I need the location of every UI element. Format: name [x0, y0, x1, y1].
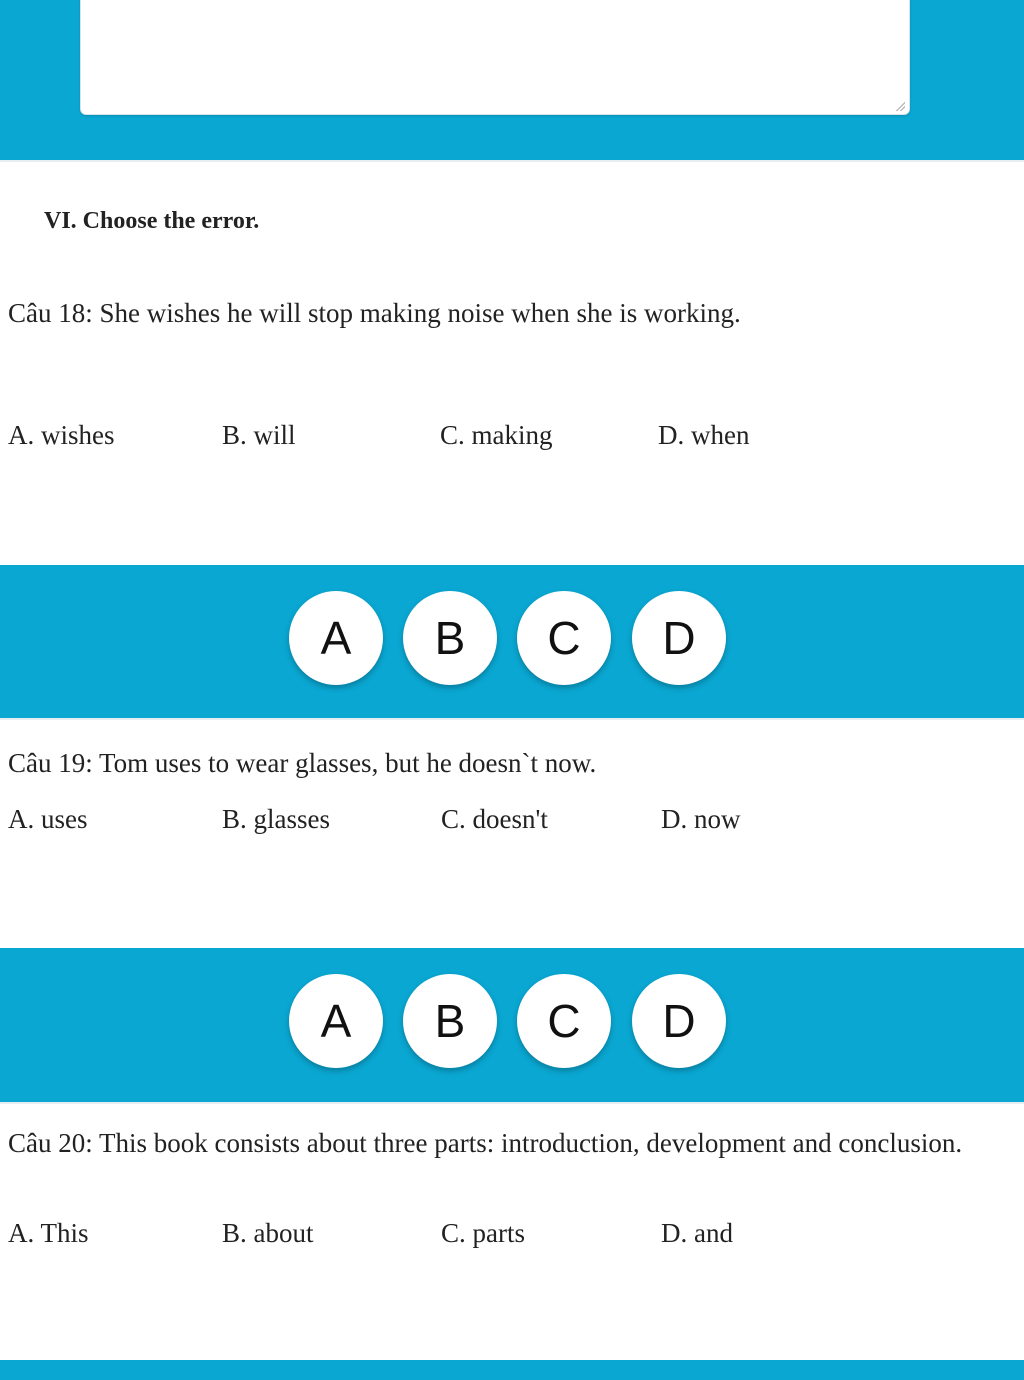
question-card-18	[0, 160, 1024, 565]
question-card-20	[0, 1102, 1024, 1360]
answer-choice-band	[0, 948, 1024, 1093]
option-b: B. about	[222, 1218, 314, 1248]
answer-button-d[interactable]: D	[632, 591, 726, 685]
answer-button-d[interactable]: D	[632, 974, 726, 1068]
answer-button-b[interactable]: B	[403, 591, 497, 685]
option-b: B. glasses	[222, 804, 330, 834]
option-a: A. wishes	[8, 420, 115, 450]
answer-button-a[interactable]: A	[289, 974, 383, 1068]
answer-textarea[interactable]	[80, 0, 910, 115]
resize-handle[interactable]	[895, 101, 905, 111]
section-title: VI. Choose the error.	[44, 208, 260, 234]
option-c: C. making	[440, 420, 553, 450]
answer-button-a[interactable]: A	[289, 591, 383, 685]
question-card-19	[0, 718, 1024, 948]
option-a: A. This	[8, 1218, 89, 1248]
answer-button-c[interactable]: C	[517, 591, 611, 685]
option-c: C. doesn't	[441, 804, 548, 834]
answer-choice-band	[0, 565, 1024, 710]
question-text: Câu 19: Tom uses to wear glasses, but he doesn`t now.	[8, 748, 597, 778]
option-d: D. and	[661, 1218, 733, 1248]
answer-button-b[interactable]: B	[403, 974, 497, 1068]
option-d: D. now	[661, 804, 741, 834]
question-text: Câu 18: She wishes he will stop making noise when she is working.	[8, 298, 741, 328]
answer-choice-band	[0, 1360, 1024, 1380]
option-d: D. when	[658, 420, 750, 450]
option-c: C. parts	[441, 1218, 525, 1248]
question-text: Câu 20: This book consists about three parts: introduction, development and conclusion.	[8, 1128, 963, 1158]
option-a: A. uses	[8, 804, 88, 834]
option-b: B. will	[222, 420, 296, 450]
answer-button-c[interactable]: C	[517, 974, 611, 1068]
top-answer-band	[0, 0, 1024, 150]
